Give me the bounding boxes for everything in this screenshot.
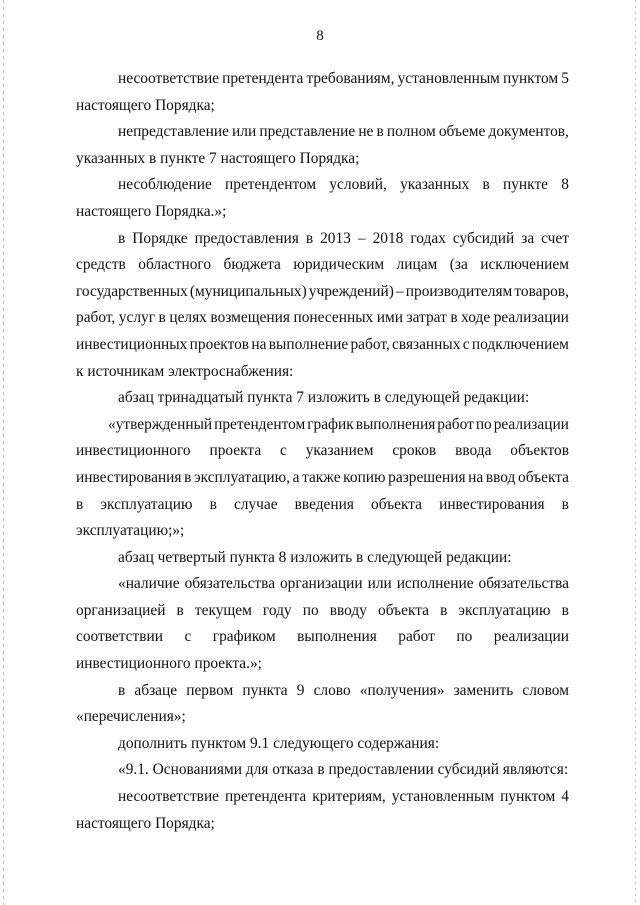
- word: в: [118, 681, 126, 699]
- word: претендента: [225, 788, 307, 806]
- word: документов,: [488, 123, 569, 141]
- word: несоблюдение: [118, 176, 212, 194]
- word: следующего: [273, 734, 358, 752]
- word: в: [305, 229, 314, 247]
- word: работ,: [350, 335, 390, 353]
- word: претендента: [222, 70, 304, 87]
- word: заменить: [453, 681, 514, 699]
- text-line: [76, 492, 569, 519]
- word: с: [280, 442, 287, 460]
- word: инвестиционного: [76, 655, 195, 673]
- word: ими: [376, 309, 403, 327]
- text-line: [76, 651, 569, 678]
- word: в: [176, 601, 184, 619]
- text-line: [76, 757, 569, 784]
- word: реализации: [493, 309, 569, 327]
- word: настоящего: [220, 149, 300, 167]
- word: в: [440, 601, 448, 619]
- text-line: [76, 598, 569, 625]
- word: в: [184, 468, 192, 486]
- text-line: [76, 704, 569, 731]
- word: объекта: [371, 495, 422, 513]
- word: электроснабжения:: [168, 362, 294, 380]
- word: выполнение: [268, 335, 349, 353]
- word: бюджета: [223, 256, 281, 274]
- text-line: [76, 226, 569, 253]
- text-line: [76, 332, 569, 359]
- word: на: [468, 468, 484, 486]
- word: затрат: [406, 309, 447, 327]
- word: разрешения: [388, 468, 466, 486]
- text-line: [76, 465, 569, 492]
- word: производителям: [405, 282, 513, 300]
- word: Основаниями: [152, 761, 246, 779]
- word: проекта: [209, 442, 262, 460]
- word: 5: [561, 70, 569, 87]
- word: Порядка;: [155, 814, 215, 832]
- word: обязательства: [478, 575, 569, 593]
- word: претендентом: [214, 415, 306, 433]
- word: областного: [138, 256, 212, 274]
- word: источникам: [87, 362, 169, 380]
- word: текущем: [194, 601, 252, 619]
- word: 8: [278, 548, 291, 566]
- word: редакции:: [446, 548, 512, 566]
- word: обязательства: [184, 575, 276, 593]
- word: «утвержденный: [108, 415, 213, 433]
- word: работ: [437, 415, 474, 433]
- word: пункта: [247, 389, 297, 407]
- word: установленным: [391, 788, 495, 806]
- word: указанных: [76, 149, 150, 167]
- word: претендентом: [225, 176, 317, 194]
- word: по: [302, 601, 319, 619]
- word: понесенных: [293, 309, 374, 327]
- word: выполнения: [297, 628, 377, 646]
- word: целях: [169, 309, 207, 327]
- word: с: [462, 335, 470, 353]
- word: первом: [186, 681, 234, 699]
- word: –: [395, 282, 404, 300]
- word: 9: [296, 681, 305, 699]
- word: отказа: [272, 761, 318, 779]
- word: счет: [541, 229, 569, 247]
- word: представление: [259, 123, 356, 141]
- text-line: [76, 412, 569, 439]
- word: лицам: [396, 256, 438, 274]
- word: пункте: [503, 176, 548, 194]
- word: полном: [386, 123, 436, 141]
- word: «9.1.: [118, 761, 153, 779]
- word: Порядка;: [299, 149, 360, 167]
- word: в: [373, 389, 385, 407]
- word: в: [209, 495, 217, 513]
- word: с: [184, 628, 192, 646]
- word: по: [475, 415, 492, 433]
- word: 7: [209, 149, 221, 167]
- word: а: [292, 468, 300, 486]
- word: не: [358, 123, 374, 141]
- text-line: [76, 279, 569, 306]
- word: 4: [561, 788, 569, 806]
- word: редакции:: [463, 389, 530, 407]
- word: «получения»: [359, 681, 445, 699]
- word: ввод: [485, 468, 516, 486]
- word: пунктом: [191, 734, 250, 752]
- word: изложить: [307, 389, 374, 407]
- word: работ: [398, 628, 435, 646]
- word: в: [482, 176, 490, 194]
- word: или: [232, 123, 257, 141]
- document-body: [76, 66, 569, 837]
- text-line: [76, 678, 569, 705]
- word: 8: [561, 176, 569, 194]
- word: или: [367, 575, 392, 593]
- word: проектов: [189, 335, 250, 353]
- word: в: [561, 495, 569, 513]
- word: «перечисления»;: [76, 708, 186, 726]
- word: учреждений): [308, 282, 394, 300]
- word: Порядке: [132, 229, 188, 247]
- word: организацией: [76, 601, 166, 619]
- word: тринадцатый: [157, 389, 248, 407]
- word: соответствии: [76, 628, 163, 646]
- word: за: [521, 229, 535, 247]
- word: субсидий: [437, 761, 503, 779]
- word: пунктом: [500, 788, 556, 806]
- word: условий,: [329, 176, 387, 194]
- word: эксплуатацию: [458, 601, 551, 619]
- word: возмещения: [210, 309, 290, 327]
- word: в: [450, 309, 458, 327]
- word: средств: [76, 256, 126, 274]
- word: исполнение: [396, 575, 474, 593]
- word: пункта: [242, 681, 288, 699]
- word: являются:: [502, 761, 569, 779]
- text-line: [76, 172, 569, 199]
- word: 2013: [320, 229, 351, 247]
- word: инвестиционных: [76, 335, 188, 353]
- word: следующей: [384, 389, 464, 407]
- word: изложить: [290, 548, 356, 566]
- word: установленным: [397, 70, 500, 87]
- word: слово: [313, 681, 351, 699]
- word: связанных: [392, 335, 461, 353]
- text-line: [76, 199, 569, 226]
- word: реализации: [493, 628, 569, 646]
- word: четвертый: [157, 548, 230, 566]
- word: график: [307, 415, 354, 433]
- word: содержания:: [357, 734, 440, 752]
- word: настоящего: [76, 202, 156, 220]
- text-line: [76, 731, 569, 758]
- word: товаров,: [514, 282, 569, 300]
- text-line: [76, 624, 569, 651]
- word: годах: [410, 229, 446, 247]
- word: подключением: [471, 335, 569, 353]
- word: следующей: [367, 548, 447, 566]
- word: работ,: [76, 309, 116, 327]
- word: указанием: [305, 442, 374, 460]
- word: настоящего: [76, 814, 156, 832]
- text-line: [76, 784, 569, 811]
- word: в: [376, 123, 384, 141]
- word: пункта: [229, 548, 279, 566]
- text-line: [76, 518, 569, 545]
- word: объектов: [510, 442, 569, 460]
- word: инвестирования: [439, 495, 545, 513]
- word: предоставлении: [328, 761, 438, 779]
- word: в: [158, 309, 166, 327]
- word: в: [356, 548, 368, 566]
- word: для: [245, 761, 273, 779]
- word: абзаце: [134, 681, 178, 699]
- word: настоящего: [76, 96, 156, 114]
- word: указанных: [400, 176, 470, 194]
- text-line: [76, 385, 569, 412]
- word: (за: [449, 256, 468, 274]
- word: услуг: [118, 309, 156, 327]
- word: словом: [522, 681, 569, 699]
- word: в: [76, 495, 84, 513]
- word: в: [149, 149, 161, 167]
- word: Порядка.»;: [155, 202, 227, 220]
- word: дополнить: [118, 734, 192, 752]
- text-line: [76, 438, 569, 465]
- word: 2018: [372, 229, 404, 247]
- word: в: [118, 229, 126, 247]
- word: абзац: [118, 548, 158, 566]
- word: году: [262, 601, 292, 619]
- word: эксплуатацию,: [194, 468, 290, 486]
- word: копию: [343, 468, 386, 486]
- word: несоответствие: [118, 788, 220, 806]
- text-line: [76, 146, 569, 173]
- text-line: [76, 305, 569, 332]
- word: инвестирования: [76, 468, 182, 486]
- text-line: [76, 119, 569, 146]
- text-line: [76, 359, 569, 386]
- word: ходе: [461, 309, 491, 327]
- text-line: [76, 811, 569, 838]
- word: выполнения: [355, 415, 436, 433]
- word: также: [302, 468, 341, 486]
- word: несоответствие: [118, 70, 220, 87]
- word: случае: [233, 495, 278, 513]
- word: пунктом: [503, 70, 559, 87]
- word: непредставление: [118, 123, 229, 141]
- word: инвестиционного: [76, 442, 191, 460]
- word: эксплуатацию: [100, 495, 193, 513]
- word: 9.1: [249, 734, 274, 752]
- word: в: [561, 601, 569, 619]
- text-line: [76, 571, 569, 598]
- word: абзац: [118, 389, 158, 407]
- text-line: [76, 252, 569, 279]
- word: Порядка;: [155, 96, 215, 114]
- text-line: [76, 93, 569, 120]
- word: вводу: [329, 601, 367, 619]
- word: реализации: [493, 415, 569, 433]
- word: объеме: [438, 123, 486, 141]
- word: к: [76, 362, 88, 380]
- word: субсидий: [452, 229, 515, 247]
- word: на: [251, 335, 267, 353]
- word: по: [456, 628, 473, 646]
- word: объекта: [378, 601, 429, 619]
- text-line: [76, 66, 569, 93]
- word: критериям,: [312, 788, 386, 806]
- word: проекта.»;: [194, 655, 262, 673]
- scan-edge-right: [635, 0, 636, 905]
- word: объекта: [518, 468, 569, 486]
- word: сроков: [392, 442, 437, 460]
- word: в: [317, 761, 329, 779]
- word: исключением: [480, 256, 569, 274]
- word: предоставления: [194, 229, 299, 247]
- word: государственных: [76, 282, 188, 300]
- text-line: [76, 545, 569, 572]
- page-number: 8: [316, 28, 324, 44]
- word: требованиям,: [306, 70, 395, 87]
- word: ввода: [455, 442, 492, 460]
- word: организации: [279, 575, 363, 593]
- word: 7: [296, 389, 308, 407]
- word: «наличие: [118, 575, 180, 593]
- word: графиком: [212, 628, 276, 646]
- word: эксплуатацию;»;: [76, 522, 185, 540]
- scan-edge-left: [3, 0, 4, 905]
- word: юридическим: [293, 256, 385, 274]
- word: введения: [294, 495, 354, 513]
- word: (муниципальных): [189, 282, 307, 300]
- word: пункте: [160, 149, 210, 167]
- word: –: [357, 229, 366, 247]
